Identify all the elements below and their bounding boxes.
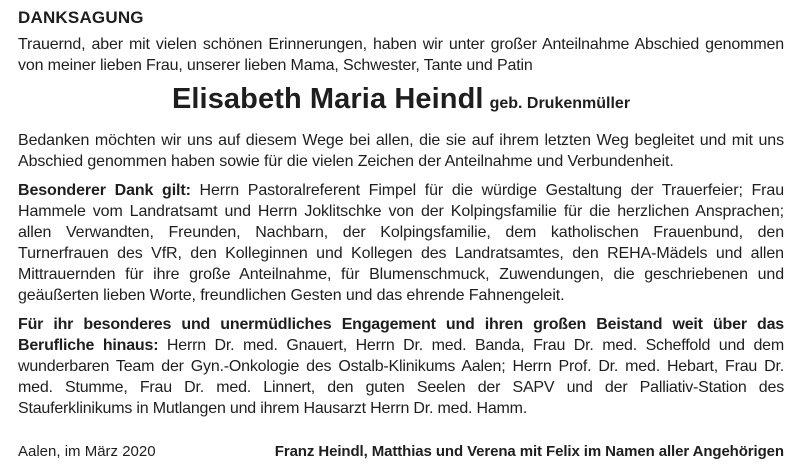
- deceased-name-row: [18, 82, 784, 121]
- notice-heading: DANKSAGUNG: [18, 8, 144, 27]
- medical-thanks-text: Herrn Dr. med. Gnauert, Herrn Dr. med. Banda, Frau Dr. med. Scheffold und dem wunderbaren Team der Gyn.-Onkologie des Ostalb-Klinikums Aalen; Herrn Prof. Dr. med. Hebart, Frau Dr. med. Stumme, Frau Dr. med. Linnert, den guten Seelen der SAPV und der Palliativ-Station des Stauferklinikums in Mutlangen und ihrem Hausarzt Herrn Dr. med. Hamm.: [18, 337, 784, 417]
- special-thanks-text: Herrn Pastoralreferent Fimpel für die würdige Gestaltung der Trauerfeier; Frau Hammele vom Landratsamt und Herrn Joklitschke von der Kolpingsfamilie für die herzlichen Ansprachen; allen Verwandten, Freunden, Nachbarn, der Kolpingsfamilie, dem katholischen Frauenbund, den Turnerfrauen des VfR, den Kolleginnen und Kollegen des Landratsamtes, den REHA-Mädels und allen Mittrauernden für ihre große Anteilnahme, für Blumenschmuck, Zuwendungen, die geschriebenen und geäußerten lieben Worte, freundlichen Gesten und das ehrende Fahnengeleit.: [18, 182, 784, 304]
- deceased-name: Elisabeth Maria Heindl: [171, 83, 484, 115]
- medical-thanks-lead: Für ihr besonderes und unermüdliches Engagement und ihren großen Beistand weit über das Berufliche hinaus:: [18, 316, 784, 354]
- intro-paragraph: Trauernd, aber mit vielen schönen Erinnerungen, haben wir unter großer Anteilnahme Abschied genommen von meiner lieben Frau, unserer lieben Mama, Schwester, Tante und Patin: [18, 36, 784, 74]
- special-thanks-lead: Besonderer Dank gilt:: [18, 182, 191, 199]
- maiden-name: geb. Drukenmüller: [489, 95, 631, 112]
- notice-footer: [18, 442, 784, 462]
- thanks-paragraph: Bedanken möchten wir uns auf diesem Wege bei allen, die sie auf ihrem letzten Weg begleitet und mit uns Abschied genommen haben sowie für die vielen Zeichen der Anteilnahme und Verbundenheit.: [18, 132, 784, 170]
- special-thanks-paragraph: [18, 180, 784, 306]
- place-date: Aalen, im März 2020: [18, 443, 156, 460]
- medical-thanks-paragraph: [18, 314, 784, 419]
- signature: Franz Heindl, Matthias und Verena mit Felix im Namen aller Angehörigen: [274, 443, 784, 460]
